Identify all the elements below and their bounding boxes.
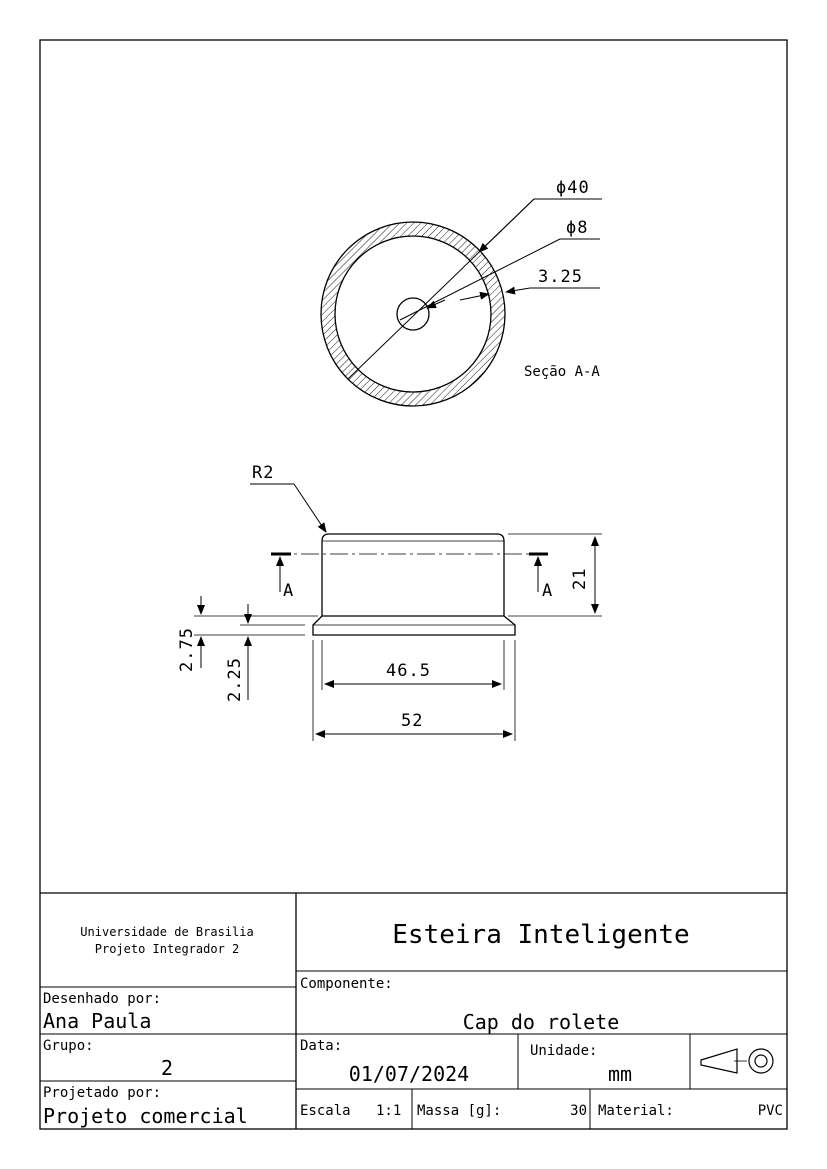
flange-outline xyxy=(313,616,515,635)
institution-line2: Projeto Integrador 2 xyxy=(94,942,240,956)
dim-radius: R2 xyxy=(252,463,275,483)
unit-label: Unidade: xyxy=(530,1043,598,1059)
title-block xyxy=(40,893,787,1129)
designed-by-label: Projetado por: xyxy=(43,1085,162,1101)
mass-label: Massa [g]: xyxy=(417,1103,502,1119)
dim-phi8: ϕ8 xyxy=(566,218,589,238)
dim-phi40: ϕ40 xyxy=(556,178,590,198)
component-value: Cap do rolete xyxy=(462,1010,620,1034)
group-value: 2 xyxy=(160,1056,174,1080)
project-title: Esteira Inteligente xyxy=(392,920,690,950)
component-label: Componente: xyxy=(300,976,393,992)
group-label: Grupo: xyxy=(43,1038,94,1054)
dim-flange-inner: 2.25 xyxy=(225,657,245,702)
date-label: Data: xyxy=(300,1038,343,1054)
dim-flange-outer: 2.75 xyxy=(177,627,197,672)
dim-wall: 3.25 xyxy=(538,267,583,287)
date-value: 01/07/2024 xyxy=(348,1062,470,1086)
scale-value: 1:1 xyxy=(376,1103,402,1119)
dim-body-width: 46.5 xyxy=(386,661,431,681)
cut-label-left: A xyxy=(283,581,295,601)
section-view xyxy=(321,178,602,406)
material-label: Material: xyxy=(598,1103,674,1119)
institution-line1: Universidade de Brasilia xyxy=(80,925,254,939)
designed-by-value: Projeto comercial xyxy=(43,1104,248,1128)
material-value: PVC xyxy=(757,1103,783,1119)
mass-value: 30 xyxy=(570,1103,587,1119)
drawn-by-value: Ana Paula xyxy=(43,1009,152,1033)
drawn-by-label: Desenhado por: xyxy=(43,991,162,1007)
dim-flange-width: 52 xyxy=(401,711,424,731)
dim-height: 21 xyxy=(570,567,590,590)
unit-value: mm xyxy=(608,1062,633,1086)
center-hole xyxy=(397,298,429,330)
projection-symbol-icon xyxy=(701,1049,773,1073)
sheet-border xyxy=(40,40,787,1129)
side-view xyxy=(177,463,602,741)
cut-label-right: A xyxy=(542,581,554,601)
body-outline xyxy=(322,534,504,616)
scale-label: Escala xyxy=(300,1103,351,1119)
section-label: Seção A-A xyxy=(524,364,600,380)
